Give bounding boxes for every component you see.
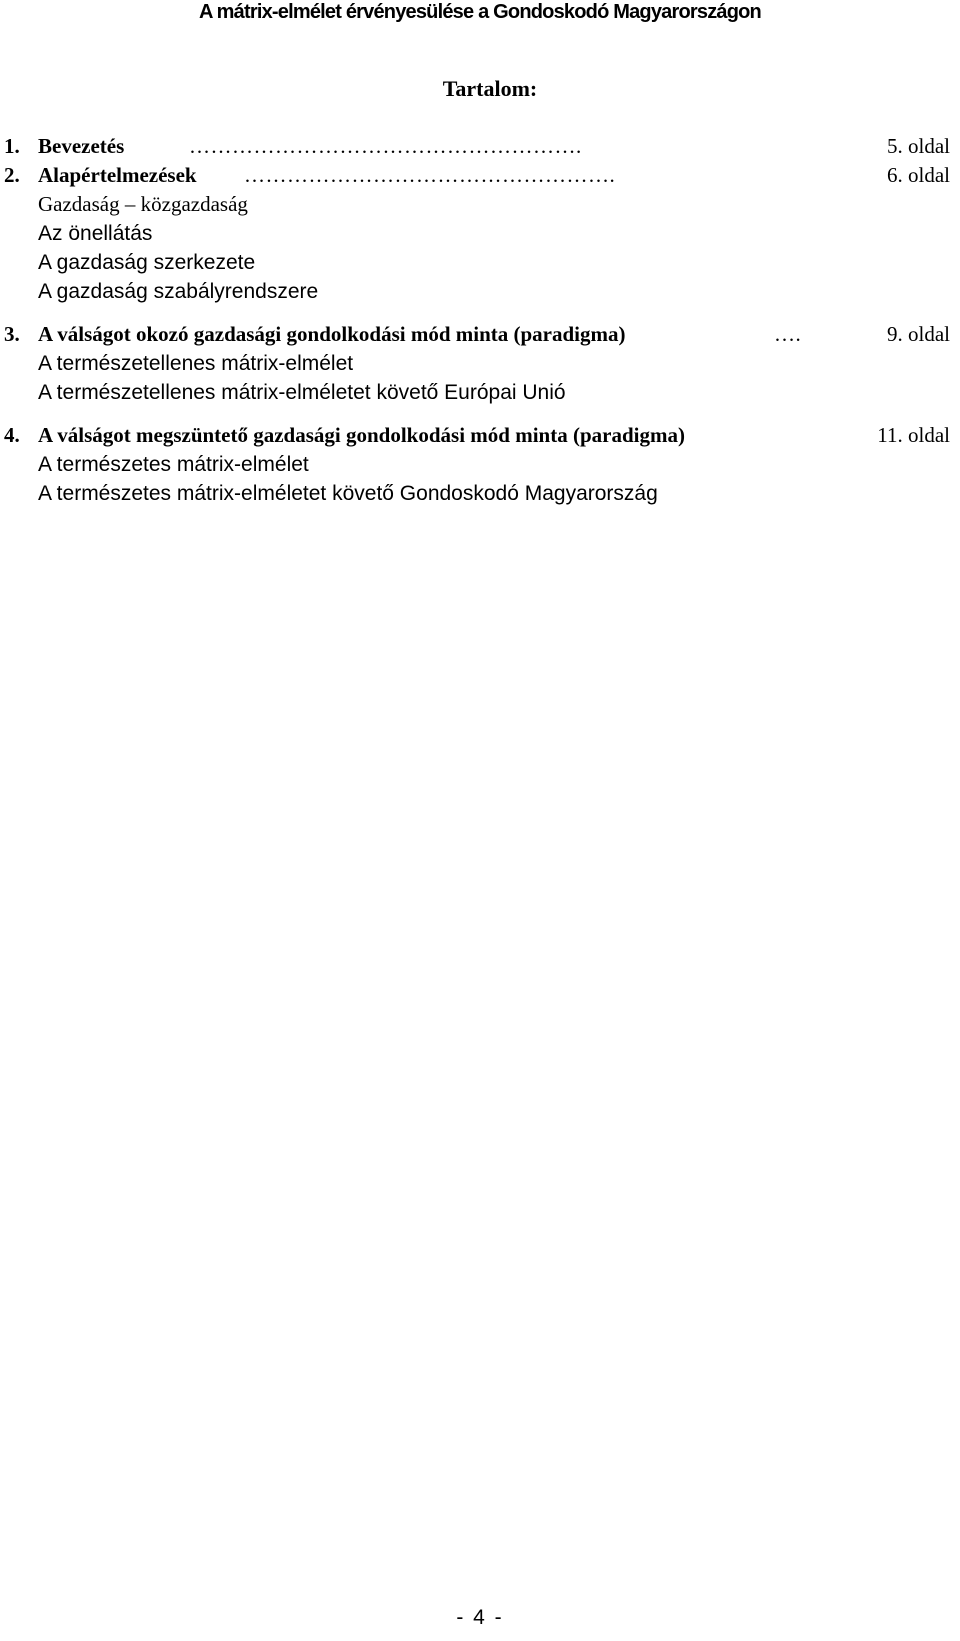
table-of-contents bbox=[4, 132, 960, 508]
toc-entry-page: 5. oldal bbox=[887, 134, 950, 158]
toc-entry-number: 1. bbox=[4, 134, 20, 158]
toc-subitem[interactable] bbox=[4, 248, 960, 277]
toc-entry-title: Bevezetés bbox=[38, 134, 125, 158]
toc-subitem-label: A természetes mátrix-elmélet bbox=[38, 453, 309, 476]
toc-entry-bevezetes[interactable] bbox=[4, 132, 960, 161]
toc-entry-number: 2. bbox=[4, 163, 20, 187]
toc-entry-number: 3. bbox=[4, 322, 20, 346]
toc-subitem-label: A gazdaság szabályrendszere bbox=[38, 280, 319, 303]
toc-entry-title: Alapértelmezések bbox=[38, 163, 197, 187]
toc-subitem-label: A természetes mátrix-elméletet követő Gondoskodó Magyarország bbox=[38, 482, 658, 505]
toc-subitem[interactable] bbox=[4, 219, 960, 248]
toc-entry-title: A válságot megszüntető gazdasági gondolkodási mód minta (paradigma) bbox=[38, 423, 685, 447]
toc-title: Tartalom: bbox=[442, 76, 538, 101]
toc-subitem-label: Gazdaság – közgazdaság bbox=[38, 192, 248, 216]
toc-entry-number: 4. bbox=[4, 423, 20, 447]
running-header-title: A mátrix-elmélet érvényesülése a Gondoskodó Magyarországon bbox=[199, 1, 761, 23]
toc-subitem[interactable] bbox=[4, 190, 960, 219]
toc-subitem[interactable] bbox=[4, 450, 960, 479]
toc-subitem[interactable] bbox=[4, 378, 960, 407]
toc-entry-valsagot-megszunteto[interactable] bbox=[4, 421, 960, 450]
toc-dot-leader: ………………………………………………. bbox=[189, 134, 582, 158]
toc-entry-valsagot-okozo[interactable] bbox=[4, 320, 960, 349]
toc-dot-leader: …. bbox=[774, 322, 802, 346]
page-number: - 4 - bbox=[456, 1606, 504, 1629]
toc-subitem[interactable] bbox=[4, 277, 960, 306]
toc-entry-alapertelmezesek[interactable] bbox=[4, 161, 960, 190]
toc-entry-title: A válságot okozó gazdasági gondolkodási mód minta (paradigma) bbox=[38, 322, 626, 346]
toc-entry-page: 11. oldal bbox=[877, 423, 950, 447]
toc-subitem[interactable] bbox=[4, 479, 960, 508]
toc-subitem-label: Az önellátás bbox=[38, 222, 153, 245]
toc-subitem-label: A természetellenes mátrix-elméletet követő Európai Unió bbox=[38, 381, 566, 404]
toc-dot-leader: ……………………………………………. bbox=[244, 163, 616, 187]
toc-subitem[interactable] bbox=[4, 349, 960, 378]
toc-entry-page: 6. oldal bbox=[887, 163, 950, 187]
toc-subitem-label: A gazdaság szerkezete bbox=[38, 251, 256, 274]
toc-subitem-label: A természetellenes mátrix-elmélet bbox=[38, 352, 354, 375]
toc-entry-page: 9. oldal bbox=[887, 322, 950, 346]
